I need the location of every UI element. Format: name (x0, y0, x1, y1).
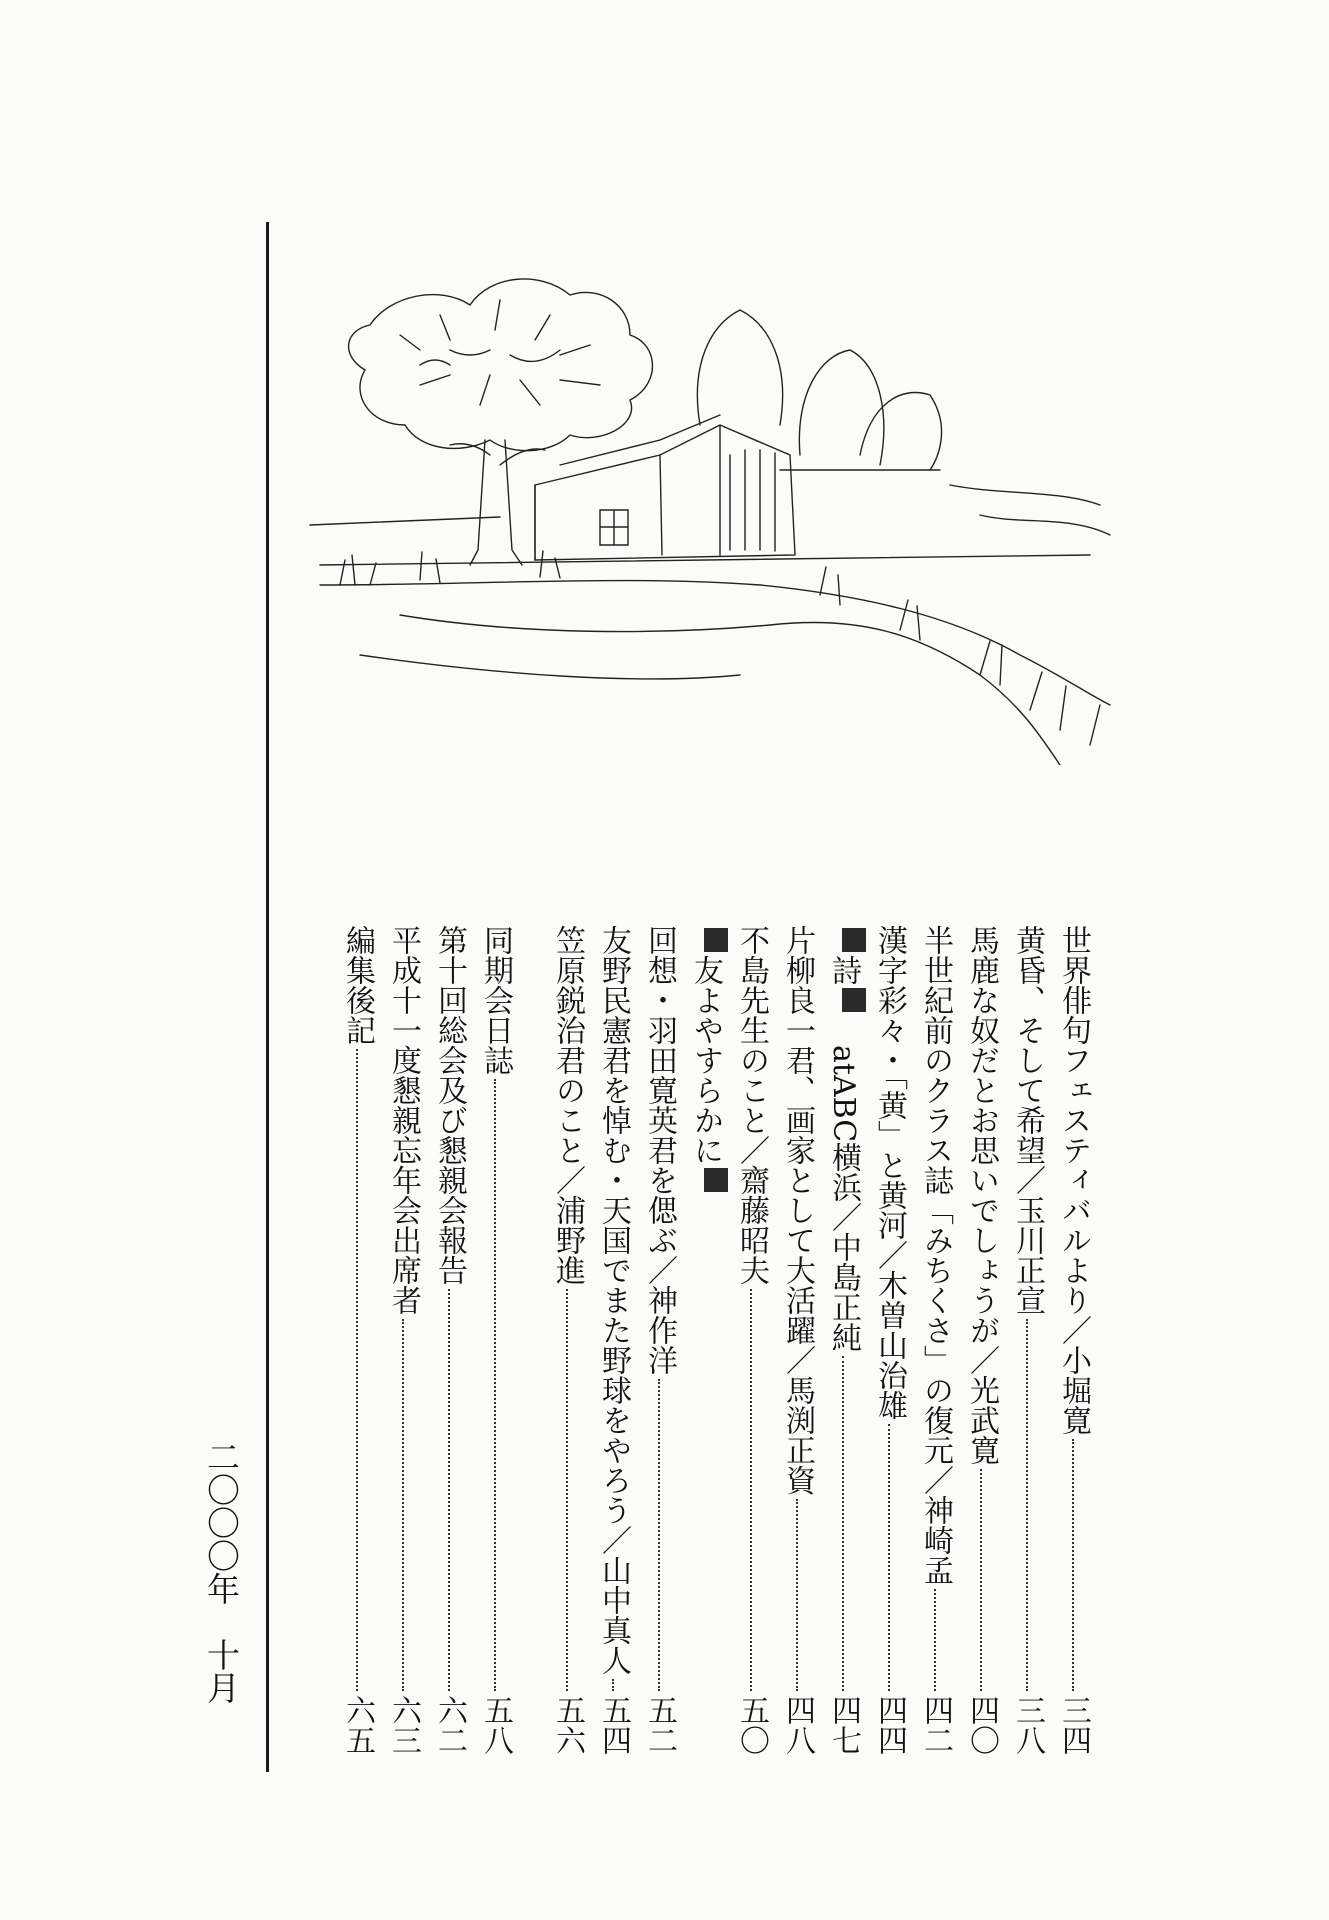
dot-leader (566, 1289, 568, 1691)
toc-entry-page: 四四 (872, 1695, 907, 1755)
dot-leader (980, 1469, 982, 1691)
dot-leader (1026, 1319, 1028, 1691)
toc-entry-title: 友野民憲君を悼む・天国でまた野球をやろう／山中真人 (596, 925, 631, 1675)
toc-entry-title: 平成十一度懇親忘年会出席者 (386, 925, 421, 1315)
toc-entry-title: 同期会日誌 (478, 925, 513, 1075)
toc-entry-title: 漢字彩々・「黄」と黄河／木曽山治雄 (872, 925, 907, 1420)
dot-leader (448, 1289, 450, 1691)
toc-entry (774, 925, 820, 1755)
toc-entry (1004, 925, 1050, 1755)
toc-entry (426, 925, 472, 1755)
dot-leader (750, 1289, 752, 1691)
dot-leader (494, 1079, 496, 1691)
toc-entry-page: 五四 (596, 1695, 631, 1755)
toc-entry-page: 五〇 (734, 1695, 769, 1755)
spacer (518, 925, 544, 1755)
toc-entry-title: 第十回総会及び懇親会報告 (432, 925, 467, 1285)
table-of-contents (290, 925, 1096, 1755)
toc-entry-page: 四〇 (964, 1695, 999, 1755)
dot-leader (888, 1424, 890, 1691)
toc-entry-page: 三四 (1056, 1695, 1091, 1755)
section-marker-block (842, 928, 866, 952)
toc-entry (380, 925, 426, 1755)
toc-entry-title: 回想・羽田寛英君を偲ぶ／神作洋 (642, 925, 677, 1375)
dot-leader (356, 1049, 358, 1691)
section-marker-block (704, 1168, 728, 1192)
toc-entry-title: 黄昏、そして希望／玉川正宣 (1010, 925, 1045, 1315)
toc-entry-title: 不島先生のこと／齋藤昭夫 (734, 925, 769, 1285)
toc-entry-page: 五二 (642, 1695, 677, 1755)
dot-leader (1072, 1439, 1074, 1691)
toc-entry (636, 925, 682, 1755)
dot-leader (658, 1379, 660, 1691)
section-label-memorial: 友よやすらかに (688, 955, 723, 1165)
toc-entry-page: 四八 (780, 1695, 815, 1755)
publication-date: 二〇〇〇年 十月 (202, 1440, 241, 1704)
toc-entry-page: 四七 (826, 1695, 861, 1755)
toc-entry-poem (820, 925, 866, 1755)
dot-leader (402, 1319, 404, 1691)
toc-entry (958, 925, 1004, 1755)
toc-entry-title: 編集後記 (340, 925, 375, 1045)
toc-entry-page: 六二 (432, 1695, 467, 1755)
section-header-memorial (682, 925, 728, 1755)
toc-entry (472, 925, 518, 1755)
toc-entry-title: 片柳良一君、画家として大活躍／馬渕正資 (780, 925, 815, 1495)
toc-entry-title: 馬鹿な奴だとお思いでしょうが／光武寛 (964, 925, 999, 1465)
toc-entry (728, 925, 774, 1755)
toc-entry-page: 五六 (550, 1695, 585, 1755)
vertical-rule (266, 222, 269, 1772)
dot-leader (796, 1499, 798, 1691)
toc-entry-title: 笠原鋭治君のこと／浦野進 (550, 925, 585, 1285)
toc-entry-title: atABC横浜／中島正純 (826, 1045, 861, 1353)
barn-landscape-illustration (300, 255, 1120, 765)
toc-entry (334, 925, 380, 1755)
dot-leader (934, 1589, 936, 1691)
toc-entry-page: 三八 (1010, 1695, 1045, 1755)
toc-entry-page: 六三 (386, 1695, 421, 1755)
toc-entry-page: 五八 (478, 1695, 513, 1755)
toc-entry-title: 世界俳句フェスティバルより／小堀寛 (1056, 925, 1091, 1435)
toc-entry-page: 六五 (340, 1695, 375, 1755)
toc-entry (912, 925, 958, 1755)
section-marker-block (842, 988, 866, 1012)
toc-entry (1050, 925, 1096, 1755)
toc-entry (544, 925, 590, 1755)
toc-entry (590, 925, 636, 1755)
dot-leader (612, 1679, 614, 1691)
dot-leader (842, 1356, 844, 1691)
toc-entry-page: 四二 (918, 1695, 953, 1755)
toc-entry (866, 925, 912, 1755)
section-label-poem: 詩 (826, 955, 861, 985)
toc-entry-title: 半世紀前のクラス誌「みちくさ」の復元／神崎孟 (918, 925, 953, 1585)
section-marker-block (704, 928, 728, 952)
